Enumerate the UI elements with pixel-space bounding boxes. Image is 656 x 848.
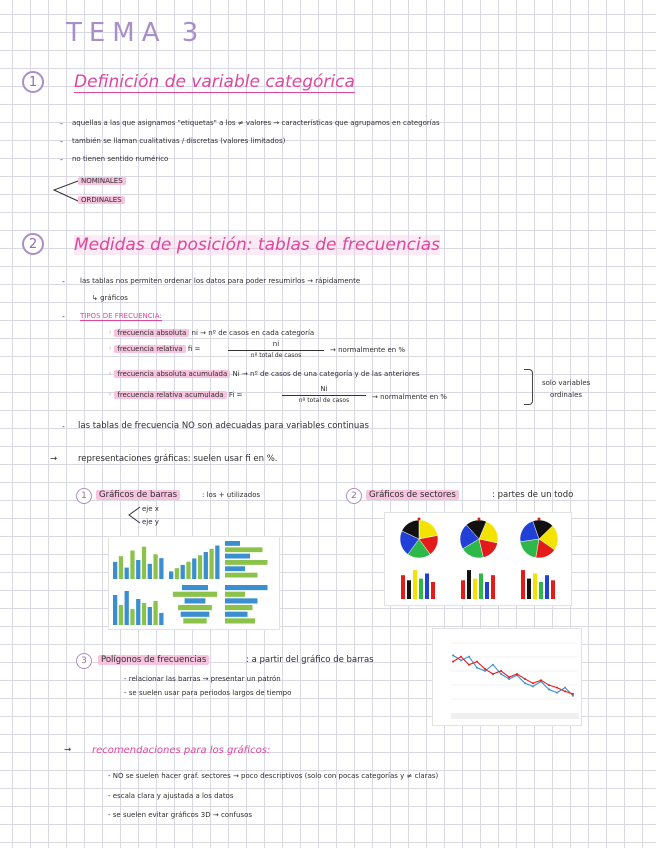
bar xyxy=(153,601,157,625)
bar xyxy=(521,570,525,599)
bar xyxy=(401,575,405,599)
bar xyxy=(148,564,152,579)
legend-strip xyxy=(451,713,579,719)
repr-note: representaciones gráficas: suelen usar fi en %. xyxy=(78,454,278,464)
section-number-1: 1 xyxy=(22,71,44,93)
polygon-note: : a partir del gráfico de barras xyxy=(246,655,374,665)
polygon-series-line xyxy=(453,657,573,694)
point xyxy=(524,678,526,680)
freq-4-desc: → normalmente en % xyxy=(372,393,448,401)
s1-bullet-3: no tienen sentido numérico xyxy=(72,155,169,163)
freq-2-desc: → normalmente en % xyxy=(330,346,406,354)
bar xyxy=(136,560,140,579)
arrow-icon: → xyxy=(64,745,72,755)
bar xyxy=(225,585,268,590)
frequency-polygon-example-svg xyxy=(433,629,581,725)
point xyxy=(492,664,494,666)
pie-marker xyxy=(418,518,421,521)
section-1-heading: Definición de variable categórica xyxy=(74,72,355,92)
s1-bullet-2: también se llaman cualitativas / discretas (valores limitados) xyxy=(72,137,286,145)
reco-item-3: - se suelen evitar gráficos 3D → confusos xyxy=(108,811,253,819)
point xyxy=(572,695,574,697)
bar xyxy=(225,618,255,623)
frequency-polygon-example-image xyxy=(432,628,582,726)
graph-number-1: 1 xyxy=(76,488,92,504)
pie-charts-example-svg xyxy=(385,513,571,605)
freq-row-4: ◦ frecuencia relativa acumulada Fi = xyxy=(108,391,243,399)
bar xyxy=(148,607,152,625)
bar xyxy=(173,592,217,597)
section-number-2: 2 xyxy=(22,233,44,255)
tipos-label: TIPOS DE FRECUENCIA: xyxy=(80,312,162,320)
point xyxy=(500,673,502,675)
point xyxy=(452,654,454,656)
bar xyxy=(407,580,411,599)
bar xyxy=(159,558,163,579)
bar xyxy=(215,546,219,579)
bar xyxy=(119,556,123,579)
bar xyxy=(225,592,245,597)
bar xyxy=(181,565,185,579)
bar xyxy=(491,575,495,599)
point xyxy=(500,670,502,672)
bar xyxy=(159,613,163,625)
type-ordinales: ORDINALES xyxy=(78,197,125,204)
polygon-bullet-1: - relacionar las barras → presentar un patrón xyxy=(124,675,281,683)
freq-2-fraction: ni nº total de casos xyxy=(228,341,324,359)
bar xyxy=(186,562,190,579)
bullet-dash: - xyxy=(60,119,63,128)
bar xyxy=(479,574,483,600)
bar xyxy=(467,570,471,599)
bullet-dash: - xyxy=(62,422,65,431)
bar xyxy=(183,618,206,623)
point xyxy=(548,689,550,691)
not-continuous-note: las tablas de frecuencia NO son adecuadas para variables continuas xyxy=(78,421,369,431)
point xyxy=(556,692,558,694)
type-nominales: NOMINALES xyxy=(78,178,126,185)
bar-chart-label: Gráficos de barras xyxy=(96,491,180,500)
polygon-label: Polígonos de frecuencias xyxy=(98,656,209,665)
axes-split-lines xyxy=(126,503,142,527)
bar-charts-example-svg xyxy=(109,537,279,629)
freq-row-2: ◦ frecuencia relativa fi = xyxy=(108,345,201,353)
point xyxy=(532,682,534,684)
bar xyxy=(527,579,531,599)
bar xyxy=(413,570,417,599)
bar xyxy=(225,566,245,571)
bar xyxy=(169,571,173,579)
bar xyxy=(545,575,549,599)
bar xyxy=(125,591,129,625)
freq-4-fraction: Ni nº total de casos xyxy=(282,386,366,404)
bar-charts-example-image xyxy=(108,536,280,630)
bar xyxy=(119,605,123,625)
bar xyxy=(225,541,240,546)
point xyxy=(460,659,462,661)
reco-item-2: - escala clara y ajustada a los datos xyxy=(108,792,234,800)
bar xyxy=(225,554,250,559)
bullet-dash: - xyxy=(60,137,63,146)
point xyxy=(556,687,558,689)
graph-number-3: 3 xyxy=(76,653,92,669)
bar xyxy=(209,549,213,579)
s2-intro-1: las tablas nos permiten ordenar los datos para poder resumirlos → rápidamente xyxy=(80,277,361,285)
bar xyxy=(551,580,555,599)
bar xyxy=(533,574,537,600)
bar xyxy=(125,568,129,579)
page-title: TEMA 3 xyxy=(66,18,206,48)
split-lines xyxy=(50,176,80,206)
bar xyxy=(130,609,134,625)
axis-x-label: eje x xyxy=(142,505,159,513)
bar xyxy=(419,579,423,599)
point xyxy=(540,679,542,681)
pie-marker xyxy=(478,518,481,521)
side-note-2: ordinales xyxy=(550,391,583,399)
point xyxy=(476,667,478,669)
bar xyxy=(225,560,268,565)
bar xyxy=(539,582,543,599)
point xyxy=(468,664,470,666)
bullet-dash: - xyxy=(62,312,65,321)
bar xyxy=(130,551,134,580)
axis-y-label: eje y xyxy=(142,518,159,526)
arrow-icon: → xyxy=(50,454,58,464)
section-2-heading: Medidas de posición: tablas de frecuencias xyxy=(74,235,440,255)
point xyxy=(484,668,486,670)
bar xyxy=(142,603,146,625)
point xyxy=(548,684,550,686)
pie-charts-example-image xyxy=(384,512,572,606)
point xyxy=(476,661,478,663)
point xyxy=(564,687,566,689)
point xyxy=(572,693,574,695)
freq-row-1: ◦ frecuencia absoluta ni → nº de casos en cada categoría xyxy=(108,329,315,337)
pie-marker xyxy=(538,518,541,521)
reco-item-1: - NO se suelen hacer graf. sectores → poco descriptivos (solo con pocas categorías y ≠ claras) xyxy=(108,772,439,780)
bar xyxy=(225,547,263,552)
point xyxy=(468,656,470,658)
bar xyxy=(192,558,196,579)
bar xyxy=(113,595,117,625)
point xyxy=(532,685,534,687)
point xyxy=(524,682,526,684)
bar xyxy=(461,580,465,599)
s2-intro-2: ↳ gráficos xyxy=(92,294,128,302)
s1-bullet-1: aquellas a las que asignamos "etiquetas" a los ≠ valores → características que agrupamos en categorías xyxy=(72,119,440,127)
point xyxy=(452,661,454,663)
bar xyxy=(136,599,140,625)
bar xyxy=(153,554,157,579)
bar xyxy=(185,598,206,603)
bar xyxy=(485,582,489,599)
point xyxy=(508,678,510,680)
bar xyxy=(178,605,212,610)
bar xyxy=(204,552,208,579)
point xyxy=(564,690,566,692)
bar-chart-note: : los + utilizados xyxy=(202,491,261,499)
bar xyxy=(425,574,429,600)
side-note-1: solo variables xyxy=(542,379,591,387)
bullet-dash: - xyxy=(62,277,65,286)
bar xyxy=(225,605,253,610)
bullet-dash: - xyxy=(60,155,63,164)
point xyxy=(508,676,510,678)
bar xyxy=(431,582,435,599)
bar xyxy=(225,573,258,578)
point xyxy=(484,670,486,672)
polygon-bullet-2: - se suelen usar para periodos largos de tiempo xyxy=(124,689,292,697)
point xyxy=(460,656,462,658)
point xyxy=(516,673,518,675)
bar xyxy=(473,579,477,599)
freq-row-3: ◦ frecuencia absoluta acumulada Ni → nº de casos de una categoría y de las anteriores xyxy=(108,370,420,378)
recommendations-heading: recomendaciones para los gráficos: xyxy=(92,745,271,756)
bar xyxy=(198,555,202,579)
pie-chart-note: : partes de un todo xyxy=(492,490,574,500)
brace xyxy=(524,369,533,405)
bar xyxy=(175,568,179,579)
pie-slice xyxy=(520,539,539,558)
point xyxy=(492,673,494,675)
bar xyxy=(181,612,210,617)
bar xyxy=(142,547,146,579)
bar xyxy=(113,562,117,579)
bar xyxy=(225,612,248,617)
graph-number-2: 2 xyxy=(346,488,362,504)
bar xyxy=(225,598,258,603)
bar xyxy=(182,585,208,590)
pie-chart-label: Gráficos de sectores xyxy=(366,491,459,500)
